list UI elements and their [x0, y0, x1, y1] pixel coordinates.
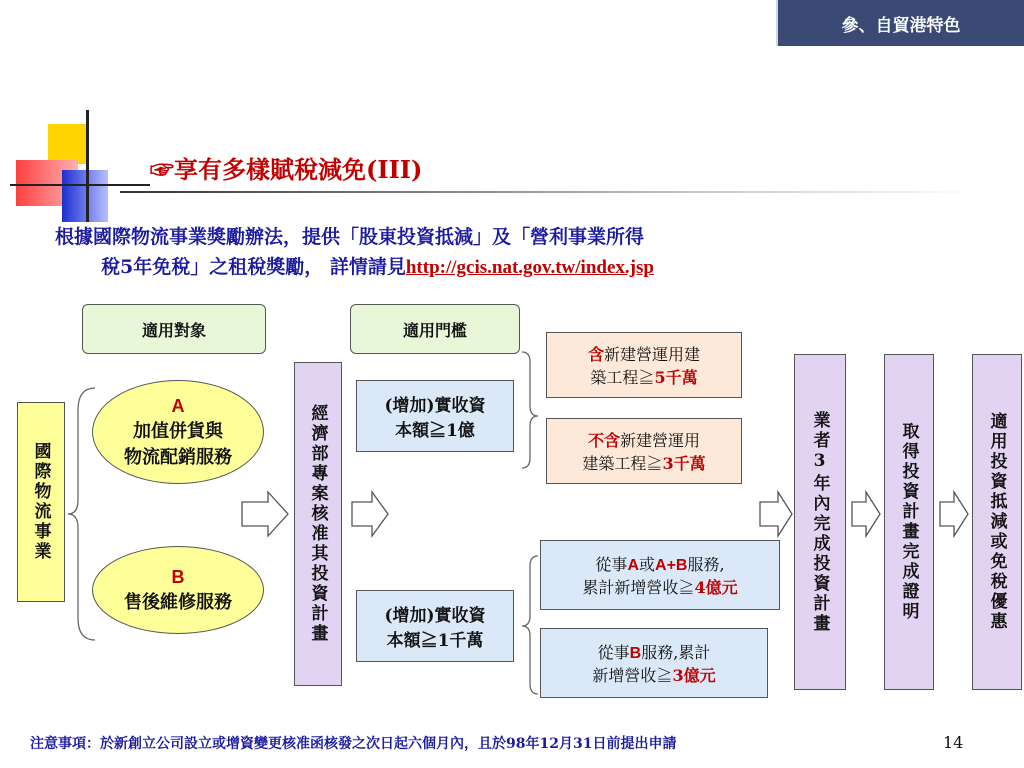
- gcis-link[interactable]: http://gcis.nat.gov.tw/index.jsp: [405, 257, 654, 278]
- header-threshold: 適用門檻: [350, 304, 520, 354]
- intro-line-2: 稅5年免稅」之租稅獎勵， 詳情請見http://gcis.nat.gov.tw/index.jsp: [101, 256, 654, 278]
- arrow-to-step-3: [940, 492, 968, 536]
- threshold-2-box: (增加)實收資 本額≧1千萬: [356, 590, 514, 662]
- slide-title: ☞享有多樣賦稅減免(III): [150, 155, 423, 184]
- footer-note: 注意事項：於新創立公司設立或增資變更核准函核發之次日起六個月內，且於98年12月31日前提出申請: [30, 736, 677, 752]
- condition-4-box: 從事B服務,累計 新增營收≧3億元: [540, 628, 768, 698]
- left-brace: [68, 388, 95, 640]
- condition-3-box: 從事A或A+B服務, 累計新增營收≧4億元: [540, 540, 780, 610]
- step-1-box: 業者3年內完成投資計畫: [794, 354, 846, 690]
- step-3-box: 適用投資抵減或免稅優惠: [972, 354, 1022, 690]
- header-target: 適用對象: [82, 304, 266, 354]
- condition-1-box: 含新建營運用建 築工程≧5千萬: [546, 332, 742, 398]
- option-b-oval: B 售後維修服務: [92, 546, 264, 634]
- approval-box: 經濟部專案核准其投資計畫: [294, 362, 342, 686]
- international-logistics-box: 國際物流事業: [17, 402, 65, 602]
- page-number: 14: [943, 733, 964, 752]
- threshold-1-box: (增加)實收資 本額≧1億: [356, 380, 514, 452]
- option-a-oval: A 加值併貨與 物流配銷服務: [92, 380, 264, 484]
- arrow-to-step-1: [760, 492, 792, 536]
- brace-threshold-2: [522, 556, 538, 694]
- arrow-to-approval: [242, 492, 288, 536]
- section-tag: 參、自貿港特色: [776, 0, 1024, 46]
- arrow-to-thresholds: [352, 492, 388, 536]
- condition-2-box: 不含新建營運用 建築工程≧3千萬: [546, 418, 742, 484]
- step-2-box: 取得投資計畫完成證明: [884, 354, 934, 690]
- arrow-to-step-2: [852, 492, 880, 536]
- intro-line-1: 根據國際物流事業獎勵辦法，提供「股東投資抵減」及「營利事業所得: [55, 226, 645, 248]
- brace-threshold-1: [522, 352, 538, 468]
